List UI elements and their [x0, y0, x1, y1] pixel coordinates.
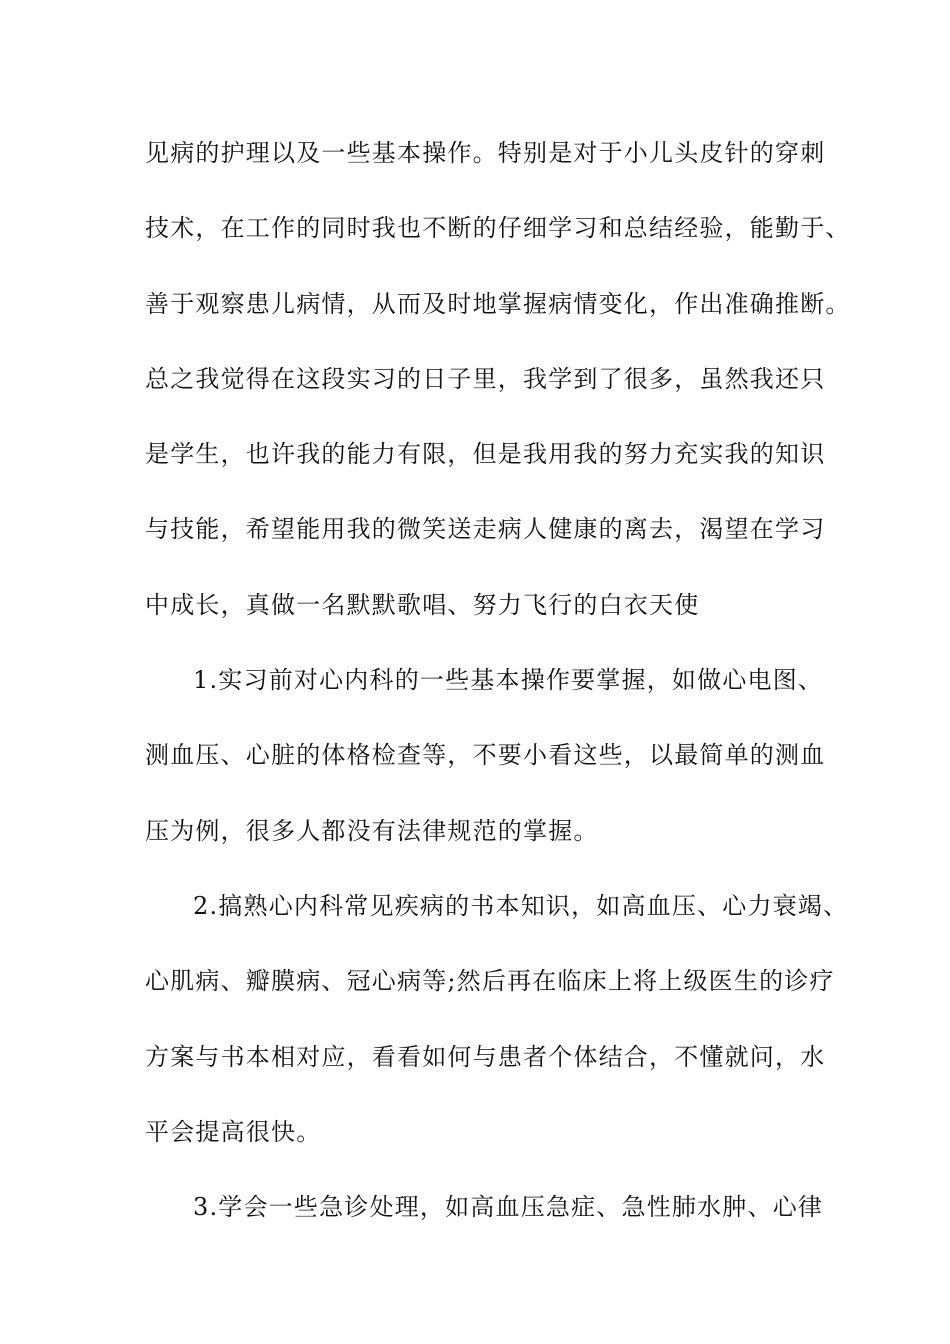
text-line-7: 中成长，真做一名默默歌唱、努力飞行的白衣天使: [145, 590, 700, 619]
text-line-6: 与技能，希望能用我的微笑送走病人健康的离去，渴望在学习: [145, 515, 826, 544]
text-line-13: 方案与书本相对应，看看如何与患者个体结合，不懂就问，水: [145, 1042, 826, 1071]
document-body: [145, 131, 851, 1260]
numbered-item-3: 3.学会一些急诊处理，如高血压急症、急性肺水肿、心律: [193, 1193, 824, 1222]
text-line-1: 见病的护理以及一些基本操作。特别是对于小儿头皮针的穿刺: [145, 139, 826, 167]
text-line-4: 总之我觉得在这段实习的日子里，我学到了很多，虽然我还只: [145, 364, 826, 393]
text-line-5: 是学生，也许我的能力有限，但是我用我的努力充实我的知识: [145, 440, 826, 469]
numbered-item-1: 1.实习前对心内科的一些基本操作要掌握，如做心电图、: [193, 666, 824, 695]
text-line-10: 压为例，很多人都没有法律规范的掌握。: [145, 816, 599, 845]
text-line-9: 测血压、心脏的体格检查等，不要小看这些，以最简单的测血: [145, 741, 826, 770]
text-line-12: 心肌病、瓣膜病、冠心病等;然后再在临床上将上级医生的诊疗: [145, 967, 835, 996]
text-line-2: 技术，在工作的同时我也不断的仔细学习和总结经验，能勤于、: [145, 214, 851, 243]
text-line-14: 平会提高很快。: [145, 1117, 322, 1146]
text-line-3: 善于观察患儿病情，从而及时地掌握病情变化，作出准确推断。: [145, 289, 851, 318]
numbered-item-2: 2.搞熟心内科常见疾病的书本知识，如高血压、心力衰竭、: [193, 891, 849, 920]
